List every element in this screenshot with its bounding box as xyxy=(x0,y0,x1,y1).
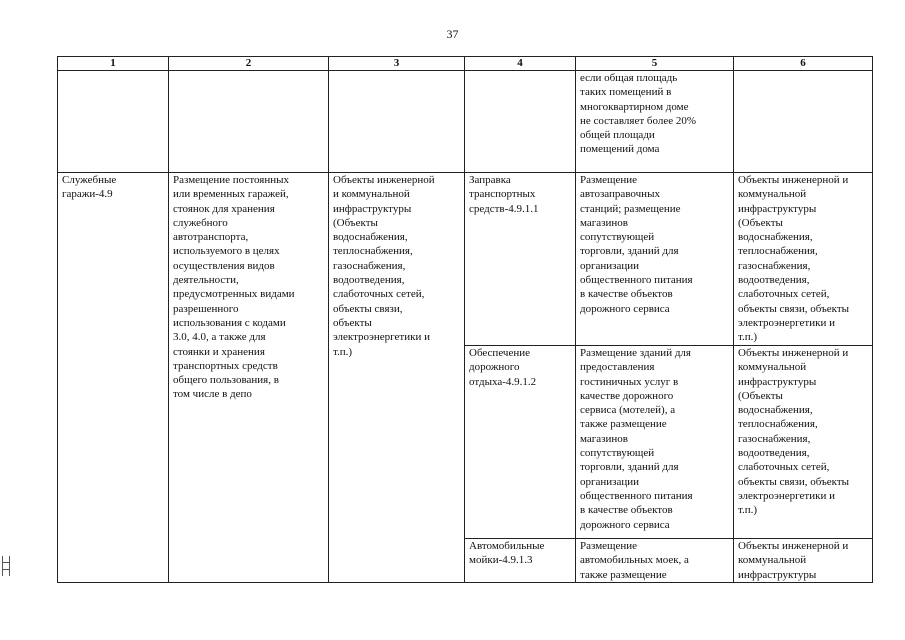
cell-conditional-use xyxy=(465,173,576,346)
cell-land-use-type xyxy=(58,173,169,583)
cell-conditional-auxiliary xyxy=(734,173,873,346)
cell-text: Размещение постоянных или временных гаражей, стоянок для хранения служебного автотранспорта, используемого в целях осуществления видов деятельности, предусмотренных видами разрешенного использования с кодами 3.0, 4.0, а также для стоянки и хранения транспортных средств общего пользования, в том числе в депо xyxy=(173,174,295,401)
cell-text: Размещение автомобильных моек, а также размещение xyxy=(580,540,689,581)
cell-empty xyxy=(169,71,329,173)
land-use-table xyxy=(57,56,873,583)
cell-text: Автомобильные мойки-4.9.1.3 xyxy=(469,540,545,567)
header-col-1: 1 xyxy=(58,57,169,71)
cell-text: Объекты инженерной и коммунальной инфраструктуры (Объекты водоснабжения, теплоснабжения, газоснабжения, водоотведения, слаботочных сетей, объекты связи, объекты электроэнергетики и т.п.) xyxy=(333,174,435,358)
cell-empty xyxy=(58,71,169,173)
cell-conditional-description xyxy=(576,346,734,539)
cell-text: Заправка транспортных средств-4.9.1.1 xyxy=(469,174,539,215)
header-col-2: 2 xyxy=(169,57,329,71)
cell-text: Объекты инженерной и коммунальной инфраструктуры (Объекты водоснабжения, теплоснабжения, газоснабжения, водоотведения, слаботочных сетей, объекты связи, объекты электроэнергетики и т.п.) xyxy=(738,174,850,344)
cell-empty xyxy=(465,71,576,173)
cell-conditional-auxiliary xyxy=(734,539,873,583)
cell-description xyxy=(169,173,329,583)
cell-conditional-use xyxy=(465,346,576,539)
cell-empty xyxy=(734,71,873,173)
cell-text: Размещение зданий для предоставления гостиничных услуг в качестве дорожного сервиса (мотелей), а также размещение магазинов сопутствующей торговли, зданий для организации общественного питания в качестве объектов дорожного сервиса xyxy=(580,347,693,531)
cell-text: Служебные гаражи-4.9 xyxy=(62,174,117,201)
cell-conditional-auxiliary xyxy=(734,346,873,539)
binding-margin-mark xyxy=(2,556,10,576)
cell-text: Размещение автозаправочных станций; размещение магазинов сопутствующей торговли, зданий для организации общественного питания в качестве объектов дорожного сервиса xyxy=(580,174,693,315)
cell-text: Объекты инженерной и коммунальной инфраструктуры xyxy=(738,540,849,581)
cell-text: Объекты инженерной и коммунальной инфраструктуры (Объекты водоснабжения, теплоснабжения, газоснабжения, водоотведения, слаботочных сетей, объекты связи, объекты электроэнергетики и т.п.) xyxy=(738,347,850,517)
cell-text: если общая площадь таких помещений в многоквартирном доме не составляет более 20% общей площади помещений дома xyxy=(580,72,697,156)
table-row-continuation xyxy=(58,71,873,173)
cell-text: Обеспечение дорожного отдыха-4.9.1.2 xyxy=(469,347,537,388)
table-row xyxy=(58,173,873,346)
header-row xyxy=(58,57,873,71)
cell-continuation-text xyxy=(576,71,734,173)
page-number: 37 xyxy=(446,27,459,41)
header-col-3: 3 xyxy=(329,57,465,71)
cell-empty xyxy=(329,71,465,173)
header-col-5: 5 xyxy=(576,57,734,71)
header-col-4: 4 xyxy=(465,57,576,71)
cell-conditional-description xyxy=(576,173,734,346)
header-col-6: 6 xyxy=(734,57,873,71)
cell-conditional-description xyxy=(576,539,734,583)
cell-conditional-use xyxy=(465,539,576,583)
cell-auxiliary-objects xyxy=(329,173,465,583)
